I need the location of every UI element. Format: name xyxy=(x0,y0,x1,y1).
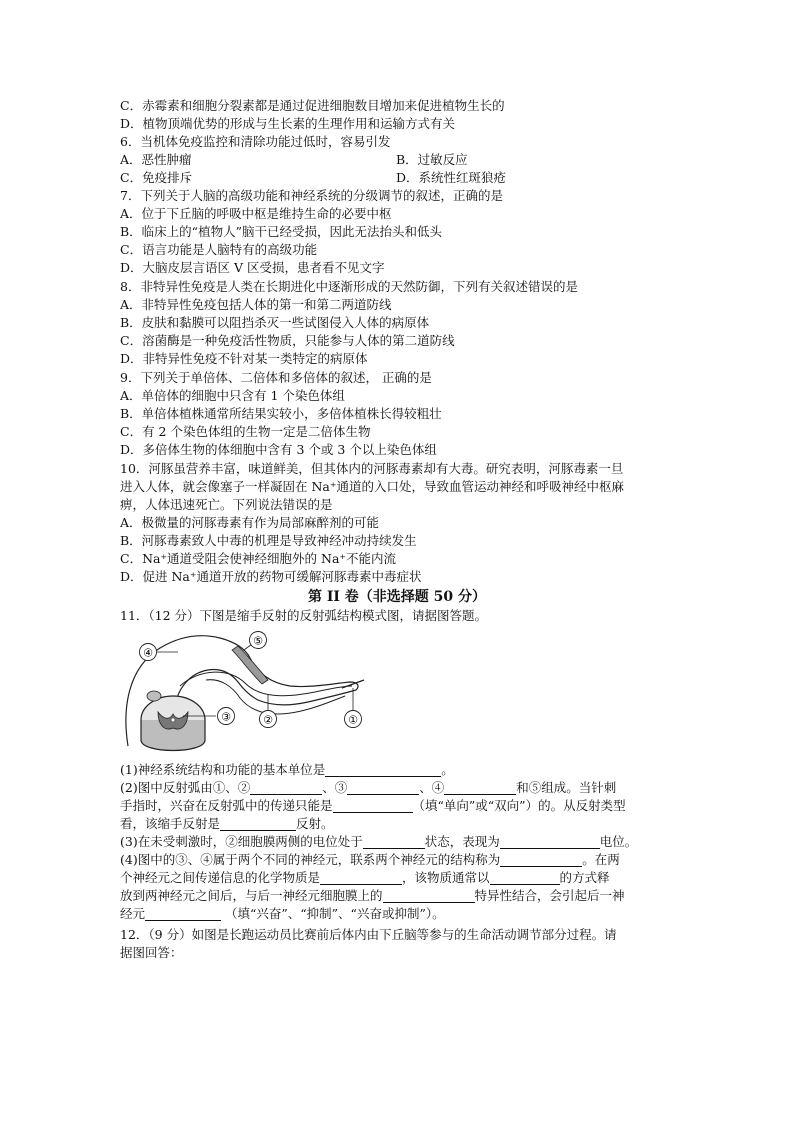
question-11-part-4-line-3: 放到两神经元之间后，与后一神经元细胞膜上的 特异性结合，会引起后一神 xyxy=(120,888,625,903)
question-10-stem-2: 进入人体，就会像塞子一样凝固在 Na⁺通道的入口处，导致血管运动神经和呼吸神经中枢麻 xyxy=(120,479,624,494)
answer-blank[interactable] xyxy=(500,852,582,867)
figure-label-1: ① xyxy=(348,713,358,727)
figure-label-2: ② xyxy=(263,713,273,727)
question-10-option-a: A．极微量的河豚毒素有作为局部麻醉剂的可能 xyxy=(120,515,380,530)
option-a: A．恶性肿瘤 xyxy=(120,152,192,167)
answer-blank[interactable] xyxy=(320,870,402,885)
question-5-option-d: D．植物顶端优势的形成与生长素的生理作用和运输方式有关 xyxy=(120,116,456,131)
section-title: 第 II 卷（非选择题 50 分） xyxy=(307,589,487,605)
question-11-part-4-line-4: 经元 （填“兴奋”、“抑制”、“兴奋或抑制”）。 xyxy=(120,906,445,921)
question-11-part-2-line-3: 看，该缩手反射是 反射。 xyxy=(120,816,334,831)
answer-blank[interactable] xyxy=(250,780,322,795)
question-11-part-4-line-1: (4)图中的③、④属于两个不同的神经元，联系两个神经元的结构称为 。在两 xyxy=(120,852,620,867)
option-c: C．免疫排斥 xyxy=(120,170,193,185)
question-9-stem: 9．下列关于单倍体、二倍体和多倍体的叙述， 正确的是 xyxy=(120,370,432,385)
question-8-option-a: A．非特异性免疫包括人体的第一和第二两道防线 xyxy=(120,297,392,312)
answer-blank[interactable] xyxy=(145,906,221,921)
question-6-options-row-1 xyxy=(120,151,192,169)
question-8-option-c: C．溶菌酶是一种免疫活性物质，只能参与人体的第二道防线 xyxy=(120,333,455,348)
question-7-option-d: D．大脑皮层言语区 V 区受损，患者看不见文字 xyxy=(120,260,385,275)
question-10-option-b: B．河豚毒素致人中毒的机理是导致神经冲动持续发生 xyxy=(120,533,417,548)
answer-blank[interactable] xyxy=(333,798,413,813)
question-11-part-1: (1)神经系统结构和功能的基本单位是 。 xyxy=(120,762,454,777)
figure-label-4: ④ xyxy=(143,646,153,660)
question-10-option-c: C．Na⁺通道受阻会使神经细胞外的 Na⁺不能内流 xyxy=(120,551,397,566)
question-7-option-a: A．位于下丘脑的呼吸中枢是维持生命的必要中枢 xyxy=(120,206,392,221)
question-11-part-4-line-2: 个神经元之间传递信息的化学物质是 ，该物质通常以 的方式释 xyxy=(120,870,610,885)
answer-blank[interactable] xyxy=(220,816,296,831)
option-b: B．过敏反应 xyxy=(396,152,468,167)
question-12-stem-1: 12．（9 分）如图是长跑运动员比赛前后体内由下丘脑等参与的生命活动调节部分过程。请 xyxy=(120,927,617,942)
question-11-intro: 11．（12 分）下图是缩手反射的反射弧结构模式图，请据图答题。 xyxy=(120,608,488,623)
question-6-stem: 6．当机体免疫监控和清除功能过低时，容易引发 xyxy=(120,134,391,149)
question-10-stem-1: 10．河豚虽营养丰富，味道鲜美，但其体内的河豚毒素却有大毒。研究表明，河豚毒素一旦 xyxy=(120,461,624,476)
question-9-option-c: C．有 2 个染色体组的生物一定是二倍体生物 xyxy=(120,424,371,439)
answer-blank[interactable] xyxy=(347,780,419,795)
question-9-option-d: D．多倍体生物的体细胞中含有 3 个或 3 个以上染色体组 xyxy=(120,442,437,457)
question-12-stem-2: 据图回答： xyxy=(120,945,183,960)
question-6-options-row-2 xyxy=(120,169,192,187)
answer-blank[interactable] xyxy=(500,834,600,849)
option-d: D．系统性红斑狼疮 xyxy=(396,170,507,185)
question-9-option-a: A．单倍体的细胞中只含有 1 个染色体组 xyxy=(120,388,345,403)
answer-blank[interactable] xyxy=(444,780,516,795)
answer-blank[interactable] xyxy=(363,834,425,849)
question-8-option-b: B．皮肤和黏膜可以阻挡杀灭一些试图侵入人体的病原体 xyxy=(120,315,430,330)
question-11-part-2-line-2: 手指时，兴奋在反射弧中的传递只能是 （填“单向”或“双向”）的。从反射类型 xyxy=(120,798,626,813)
question-9-option-b: B．单倍体植株通常所结果实较小，多倍体植株长得较粗壮 xyxy=(120,406,442,421)
question-11-part-3: (3)在未受刺激时，②细胞膜两侧的电位处于 状态，表现为 电位。 xyxy=(120,834,638,849)
question-7-stem: 7．下列关于人脑的高级功能和神经系统的分级调节的叙述，正确的是 xyxy=(120,188,503,203)
question-8-option-d: D．非特异性免疫不针对某一类特定的病原体 xyxy=(120,351,368,366)
answer-blank[interactable] xyxy=(490,870,560,885)
figure-label-5: ⑤ xyxy=(253,634,263,648)
question-11-part-2-line-1: (2)图中反射弧由①、② 、③ 、④ 和⑤组成。当针刺 xyxy=(120,780,617,795)
question-8-stem: 8．非特异性免疫是人类在长期进化中逐渐形成的天然防御，下列有关叙述错误的是 xyxy=(120,279,578,294)
question-10-stem-3: 痹，人体迅速死亡。下列说法错误的是 xyxy=(120,497,333,512)
question-5-option-c: C．赤霉素和细胞分裂素都是通过促进细胞数目增加来促进植物生长的 xyxy=(120,98,505,113)
question-10-option-d: D．促进 Na⁺通道开放的药物可缓解河豚毒素中毒症状 xyxy=(120,569,422,584)
question-7-option-b: B．临床上的“植物人”脑干已经受损，因此无法抬头和低头 xyxy=(120,224,442,239)
figure-label-3: ③ xyxy=(221,710,231,724)
answer-blank[interactable] xyxy=(383,888,475,903)
reflex-arc-figure xyxy=(120,628,370,763)
question-7-option-c: C．语言功能是人脑特有的高级功能 xyxy=(120,242,318,257)
answer-blank[interactable] xyxy=(325,762,441,777)
